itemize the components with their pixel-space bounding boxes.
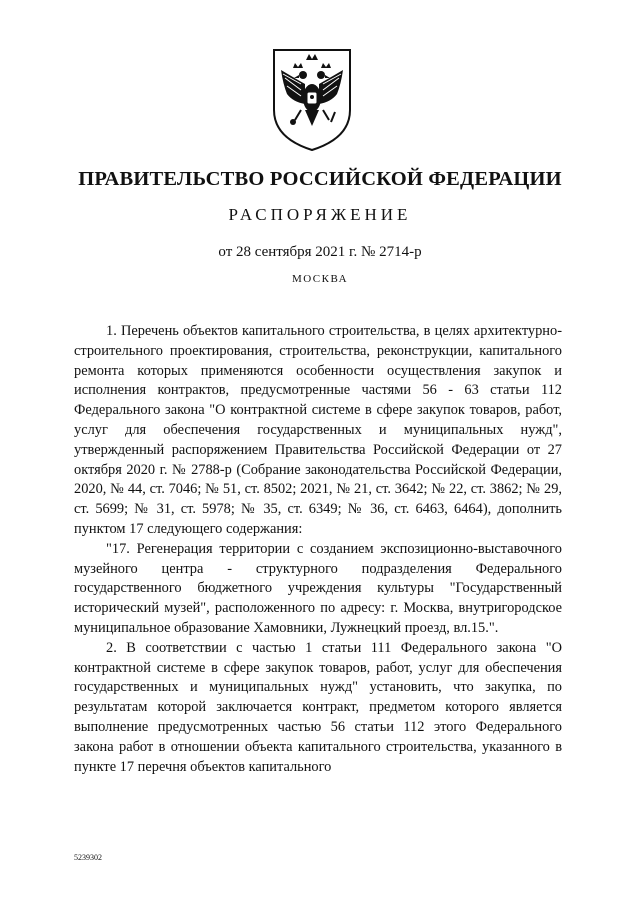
paragraph-1: 1. Перечень объектов капитального строительства, в целях архитектурно-строительного проектирования, строительства, реконструкции, капитального ремонта которых применяются особенности осуществления закупок и исполнения контрактов, предусмотренные частями 56 - 63 статьи 112 Федерального закона "О контрактной системе в сфере закупок товаров, работ, услуг для обеспечения государственных и муниципальных нужд", утвержденный распоряжением Правительства Российской Федерации от 27 октября 2020 г. № 2788-р (Собрание законодательства Российской Федерации, 2020, № 44, ст. 7046; № 51, ст. 8502; 2021, № 21, ст. 3642; № 22, ст. 3862; № 29, ст. 5699; № 31, ст. 5978; № 35, ст. 6349; № 36, ст. 6463, 6464), дополнить пунктом 17 следующего содержания: bbox=[74, 323, 562, 537]
document-date-number: от 28 сентября 2021 г. № 2714-р bbox=[218, 244, 422, 260]
paragraph-2: 2. В соответствии с частью 1 статьи 111 Федерального закона "О контрактной системе в сфере закупок товаров, работ, услуг для обеспечения государственных и муниципальных нужд" установить, что закупка, по результатам которой заключается контракт, предметом которого является выполнение предусмотренных частью 56 статьи 112 этого Федерального закона работ в отношении объекта капитального строительства, указанного в пункте 17 перечня объектов капитального bbox=[74, 639, 562, 775]
document-type: РАСПОРЯЖЕНИЕ bbox=[228, 205, 412, 224]
coat-of-arms-icon bbox=[271, 48, 353, 152]
document-code: 5239302 bbox=[74, 853, 102, 862]
document-city: МОСКВА bbox=[291, 273, 349, 285]
paragraph-item-17: "17. Регенерация территории с созданием экспозиционно-выставочного музейного центра - структурного подразделения Федерального государственного бюджетного учреждения культуры "Государственный исторический музей", расположенного по адресу: г. Москва, внутригородское муниципальное образование Хамовники, Лужнецкий проезд, вл.15.". bbox=[74, 540, 562, 636]
document-body bbox=[74, 322, 562, 777]
government-title: ПРАВИТЕЛЬСТВО РОССИЙСКОЙ ФЕДЕРАЦИИ bbox=[78, 168, 562, 190]
